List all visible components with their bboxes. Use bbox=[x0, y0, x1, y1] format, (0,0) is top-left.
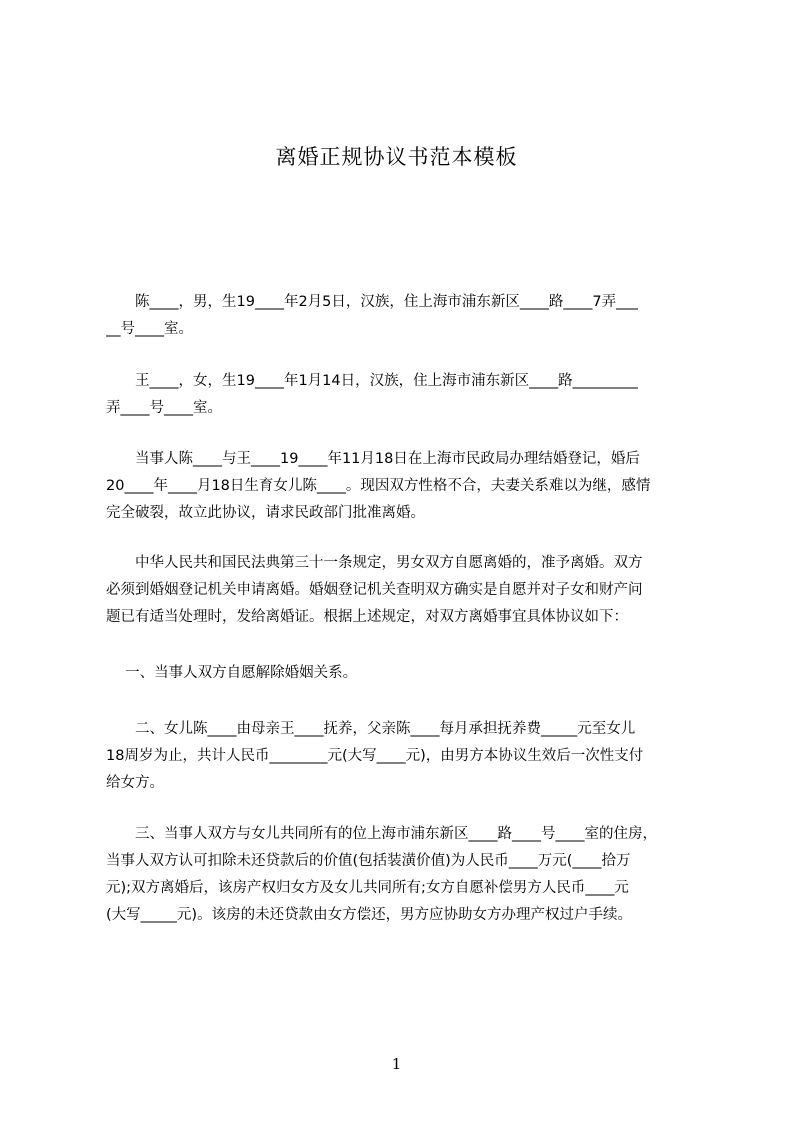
text-line: 弄____号____室。 bbox=[106, 400, 222, 416]
text-line: 二、女儿陈____由母亲王____抚养，父亲陈____每月承担抚养费_____元至女儿 bbox=[106, 721, 636, 737]
text-line: 当事人陈____与王____19____年11月18日在上海市民政局办理结婚登记，婚后 bbox=[106, 451, 640, 467]
paragraph-legal-basis bbox=[106, 550, 699, 631]
document-title: 离婚正规协议书范本模板 bbox=[275, 145, 518, 169]
text-line: 当事人双方认可扣除未还贷款后的价值(包括装潢价值)为人民币____万元(____拾万 bbox=[106, 853, 631, 869]
text-line: 完全破裂，故立此协议，请求民政部门批准离婚。 bbox=[106, 505, 425, 521]
text-line: 给女方。 bbox=[106, 775, 164, 791]
text-line: 陈____，男，生19____年2月5日，汉族，住上海市浦东新区____路____7弄___ bbox=[106, 294, 638, 310]
clause-2 bbox=[106, 716, 699, 797]
paragraph-wife-info bbox=[106, 368, 699, 422]
text-line: 20____年____月18日生育女儿陈____。现因双方性格不合，夫妻关系难以为继，感情 bbox=[106, 478, 651, 494]
text-line: 一、当事人双方自愿解除婚姻关系。 bbox=[106, 665, 358, 681]
text-line: 中华人民共和国民法典第三十一条规定，男女双方自愿离婚的，准予离婚。双方 bbox=[106, 555, 643, 571]
text-line: 18周岁为止，共计人民币________元(大写____元)，由男方本协议生效后一次性支付 bbox=[106, 748, 644, 764]
paragraph-husband-info bbox=[106, 289, 699, 343]
page-number: 1 bbox=[391, 1055, 402, 1073]
text-line: 王____，女，生19____年1月14日，汉族，住上海市浦东新区____路_________ bbox=[106, 373, 638, 389]
text-line: 元);双方离婚后，该房产权归女方及女儿共同所有;女方自愿补偿男方人民币____元 bbox=[106, 880, 629, 896]
clause-3 bbox=[106, 821, 699, 929]
text-line: 三、当事人双方与女儿共同所有的位上海市浦东新区____路____号____室的住房， bbox=[106, 826, 657, 842]
clause-1 bbox=[106, 660, 699, 687]
paragraph-background bbox=[106, 446, 699, 527]
text-line: 题已有适当处理时，发给离婚证。根据上述规定，对双方离婚事宜具体协议如下： bbox=[106, 609, 628, 625]
text-line: __号____室。 bbox=[106, 321, 193, 337]
text-line: (大写_____元)。该房的未还贷款由女方偿还，男方应协助女方办理产权过户手续。 bbox=[106, 907, 633, 923]
text-line: 必须到婚姻登记机关申请离婚。婚姻登记机关查明双方确实是自愿并对子女和财产问 bbox=[106, 582, 643, 598]
